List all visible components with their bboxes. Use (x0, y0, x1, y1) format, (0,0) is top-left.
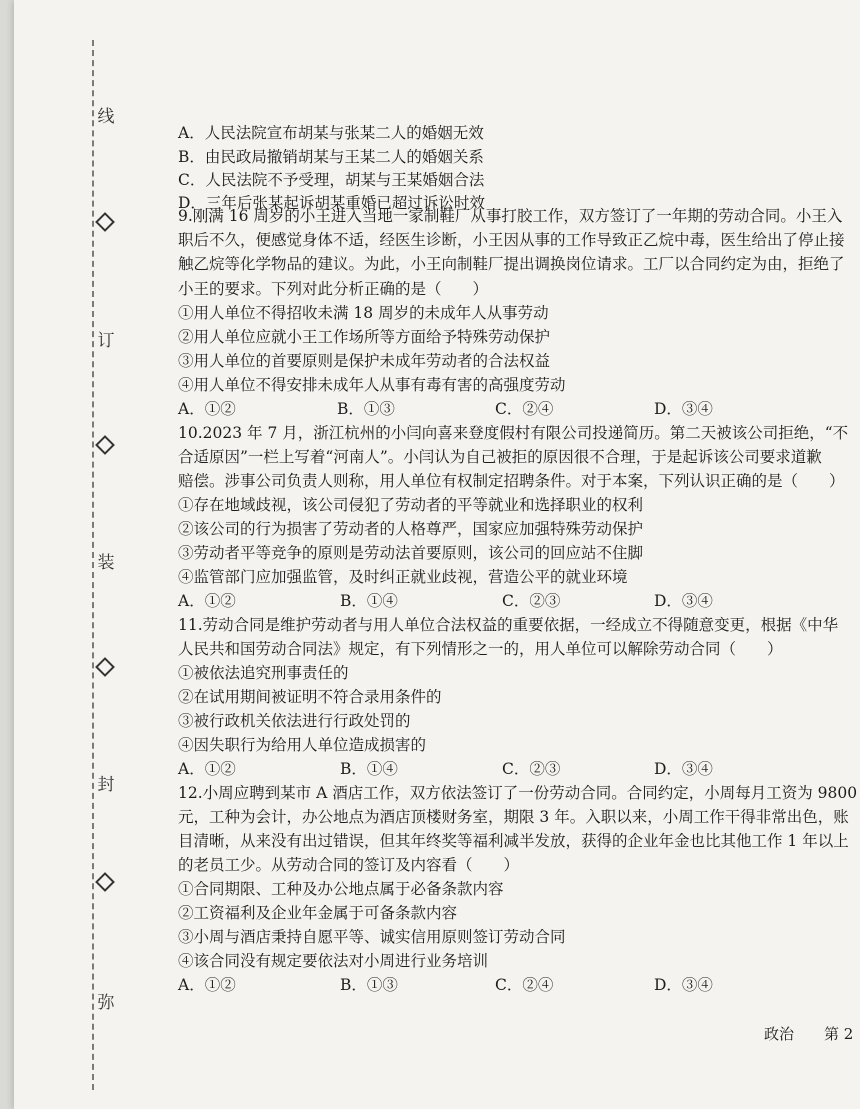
q9-choices (178, 399, 858, 419)
q12-choice-a: A．①② (178, 976, 236, 994)
q11-item-1: ①被依法追究刑事责任的 (178, 664, 349, 682)
q10-item-3: ③劳动者平等竞争的原则是劳动法首要原则，该公司的回应站不住脚 (178, 544, 644, 562)
q10-choice-c: C．②③ (502, 592, 561, 610)
binding-diamond-icon (95, 872, 115, 892)
binding-mark-feng: 封 (97, 775, 115, 795)
q12-item-2: ②工资福利及企业年金属于可备条款内容 (178, 904, 458, 922)
binding-diamond-icon (95, 212, 115, 232)
q12-stem-line: 目清晰，从来没有出过错误，但其年终奖等福利减半发放，获得的企业年金也比其他工作 1 年以上 (178, 832, 849, 850)
q11-item-4: ④因失职行为给用人单位造成损害的 (178, 736, 427, 754)
q9-stem-line: 职后不久，便感觉身体不适，经医生诊断，小王因从事的工作导致正乙烷中毒，医生给出了停止接 (178, 231, 845, 249)
q12-stem-line: 的老员工少。从劳动合同的签订及内容看（ ） (178, 856, 520, 874)
binding-mark-mi: 弥 (97, 993, 115, 1013)
q12-choice-c: C．②④ (495, 976, 554, 994)
q12-item-4: ④该合同没有规定要依法对小周进行业务培训 (178, 952, 489, 970)
q11-item-2: ②在试用期间被证明不符合录用条件的 (178, 688, 442, 706)
q10-stem-line: 合适原因”一栏上写着“河南人”。小闫认为自己被拒的原因很不合理，于是起诉该公司要求道歉 (178, 448, 822, 466)
q9-item-4: ④用人单位不得安排未成年人从事有毒有害的高强度劳动 (178, 376, 566, 394)
prev-option-a: A．人民法院宣布胡某与张某二人的婚姻无效 (178, 124, 484, 142)
q12-choice-b: B．①③ (340, 976, 398, 994)
prev-option-b: B．由民政局撤销胡某与王某二人的婚姻关系 (178, 148, 484, 166)
binding-diamond-icon (95, 657, 115, 677)
q10-choice-b: B．①④ (340, 592, 398, 610)
binding-diamond-icon (95, 435, 115, 455)
q10-item-2: ②该公司的行为损害了劳动者的人格尊严，国家应加强特殊劳动保护 (178, 520, 644, 538)
binding-mark-ding: 订 (97, 331, 115, 351)
q10-choice-a: A．①② (178, 592, 236, 610)
q9-item-2: ②用人单位应就小王工作场所等方面给予特殊劳动保护 (178, 328, 551, 346)
q9-stem-line: 9.刚满 16 周岁的小王进入当地一家制鞋厂从事打胶工作，双方签订了一年期的劳动合同。小王入 (178, 207, 843, 225)
q12-choices (178, 975, 858, 995)
q10-item-4: ④监管部门应加强监管，及时纠正就业歧视，营造公平的就业环境 (178, 568, 628, 586)
prev-option-d: D．三年后张某起诉胡某重婚已超过诉讼时效 (178, 194, 485, 212)
q11-choice-d: D．③④ (654, 760, 713, 778)
q10-stem-line: 赔偿。涉事公司负责人则称，用人单位有权制定招聘条件。对于本案，下列认识正确的是（ ） (178, 472, 845, 490)
q9-item-3: ③用人单位的首要原则是保护未成年劳动者的合法权益 (178, 352, 551, 370)
q10-choice-d: D．③④ (654, 592, 713, 610)
q11-choice-a: A．①② (178, 760, 236, 778)
q11-choices (178, 759, 858, 779)
q9-choice-b: B．①③ (337, 400, 395, 418)
q10-choices (178, 591, 858, 611)
q12-stem-line: 元，工种为会计，办公地点为酒店顶楼财务室，期限 3 年。入职以来，小周工作干得非常出色，账 (178, 808, 849, 826)
q11-choice-b: B．①④ (340, 760, 398, 778)
q9-choice-a: A．①② (178, 400, 236, 418)
q12-choice-d: D．③④ (654, 976, 713, 994)
q10-item-1: ①存在地域歧视，该公司侵犯了劳动者的平等就业和选择职业的权利 (178, 496, 644, 514)
q11-choice-c: C．②③ (502, 760, 561, 778)
q11-stem-line: 人民共和国劳动合同法》规定，有下列情形之一的，用人单位可以解除劳动合同（ ） (178, 640, 783, 658)
binding-mark-xian: 线 (97, 107, 115, 127)
q11-stem-line: 11.劳动合同是维护劳动者与用人单位合法权益的重要依据，一经成立不得随意变更，根据《中华 (178, 616, 839, 634)
q12-stem-line: 12.小周应聘到某市 A 酒店工作，双方依法签订了一份劳动合同。合同约定，小周每月工资为 9800 (178, 784, 858, 802)
q10-stem-line: 10.2023 年 7 月，浙江杭州的小闫向喜来登度假村有限公司投递简历。第二天被该公司拒绝，“不 (178, 424, 849, 442)
q9-choice-d: D．③④ (654, 400, 713, 418)
q9-choice-c: C．②④ (495, 400, 554, 418)
q9-stem-line: 小王的要求。下列对此分析正确的是（ ） (178, 280, 489, 298)
binding-mark-zhuang: 装 (97, 553, 115, 573)
q12-item-3: ③小周与酒店秉持自愿平等、诚实信用原则签订劳动合同 (178, 928, 566, 946)
exam-paper (14, 0, 860, 1109)
prev-option-c: C．人民法院不予受理，胡某与王某婚姻合法 (178, 171, 485, 189)
footer-subject: 政治 (764, 1025, 795, 1043)
footer-page-number: 第 2 (824, 1025, 854, 1043)
q11-item-3: ③被行政机关依法进行行政处罚的 (178, 712, 411, 730)
q9-item-1: ①用人单位不得招收未满 18 周岁的未成年人从事劳动 (178, 304, 549, 322)
q12-item-1: ①合同期限、工种及办公地点属于必备条款内容 (178, 880, 504, 898)
q9-stem-line: 触乙烷等化学物品的建议。为此，小王向制鞋厂提出调换岗位请求。工厂以合同约定为由，拒绝了 (178, 255, 845, 273)
